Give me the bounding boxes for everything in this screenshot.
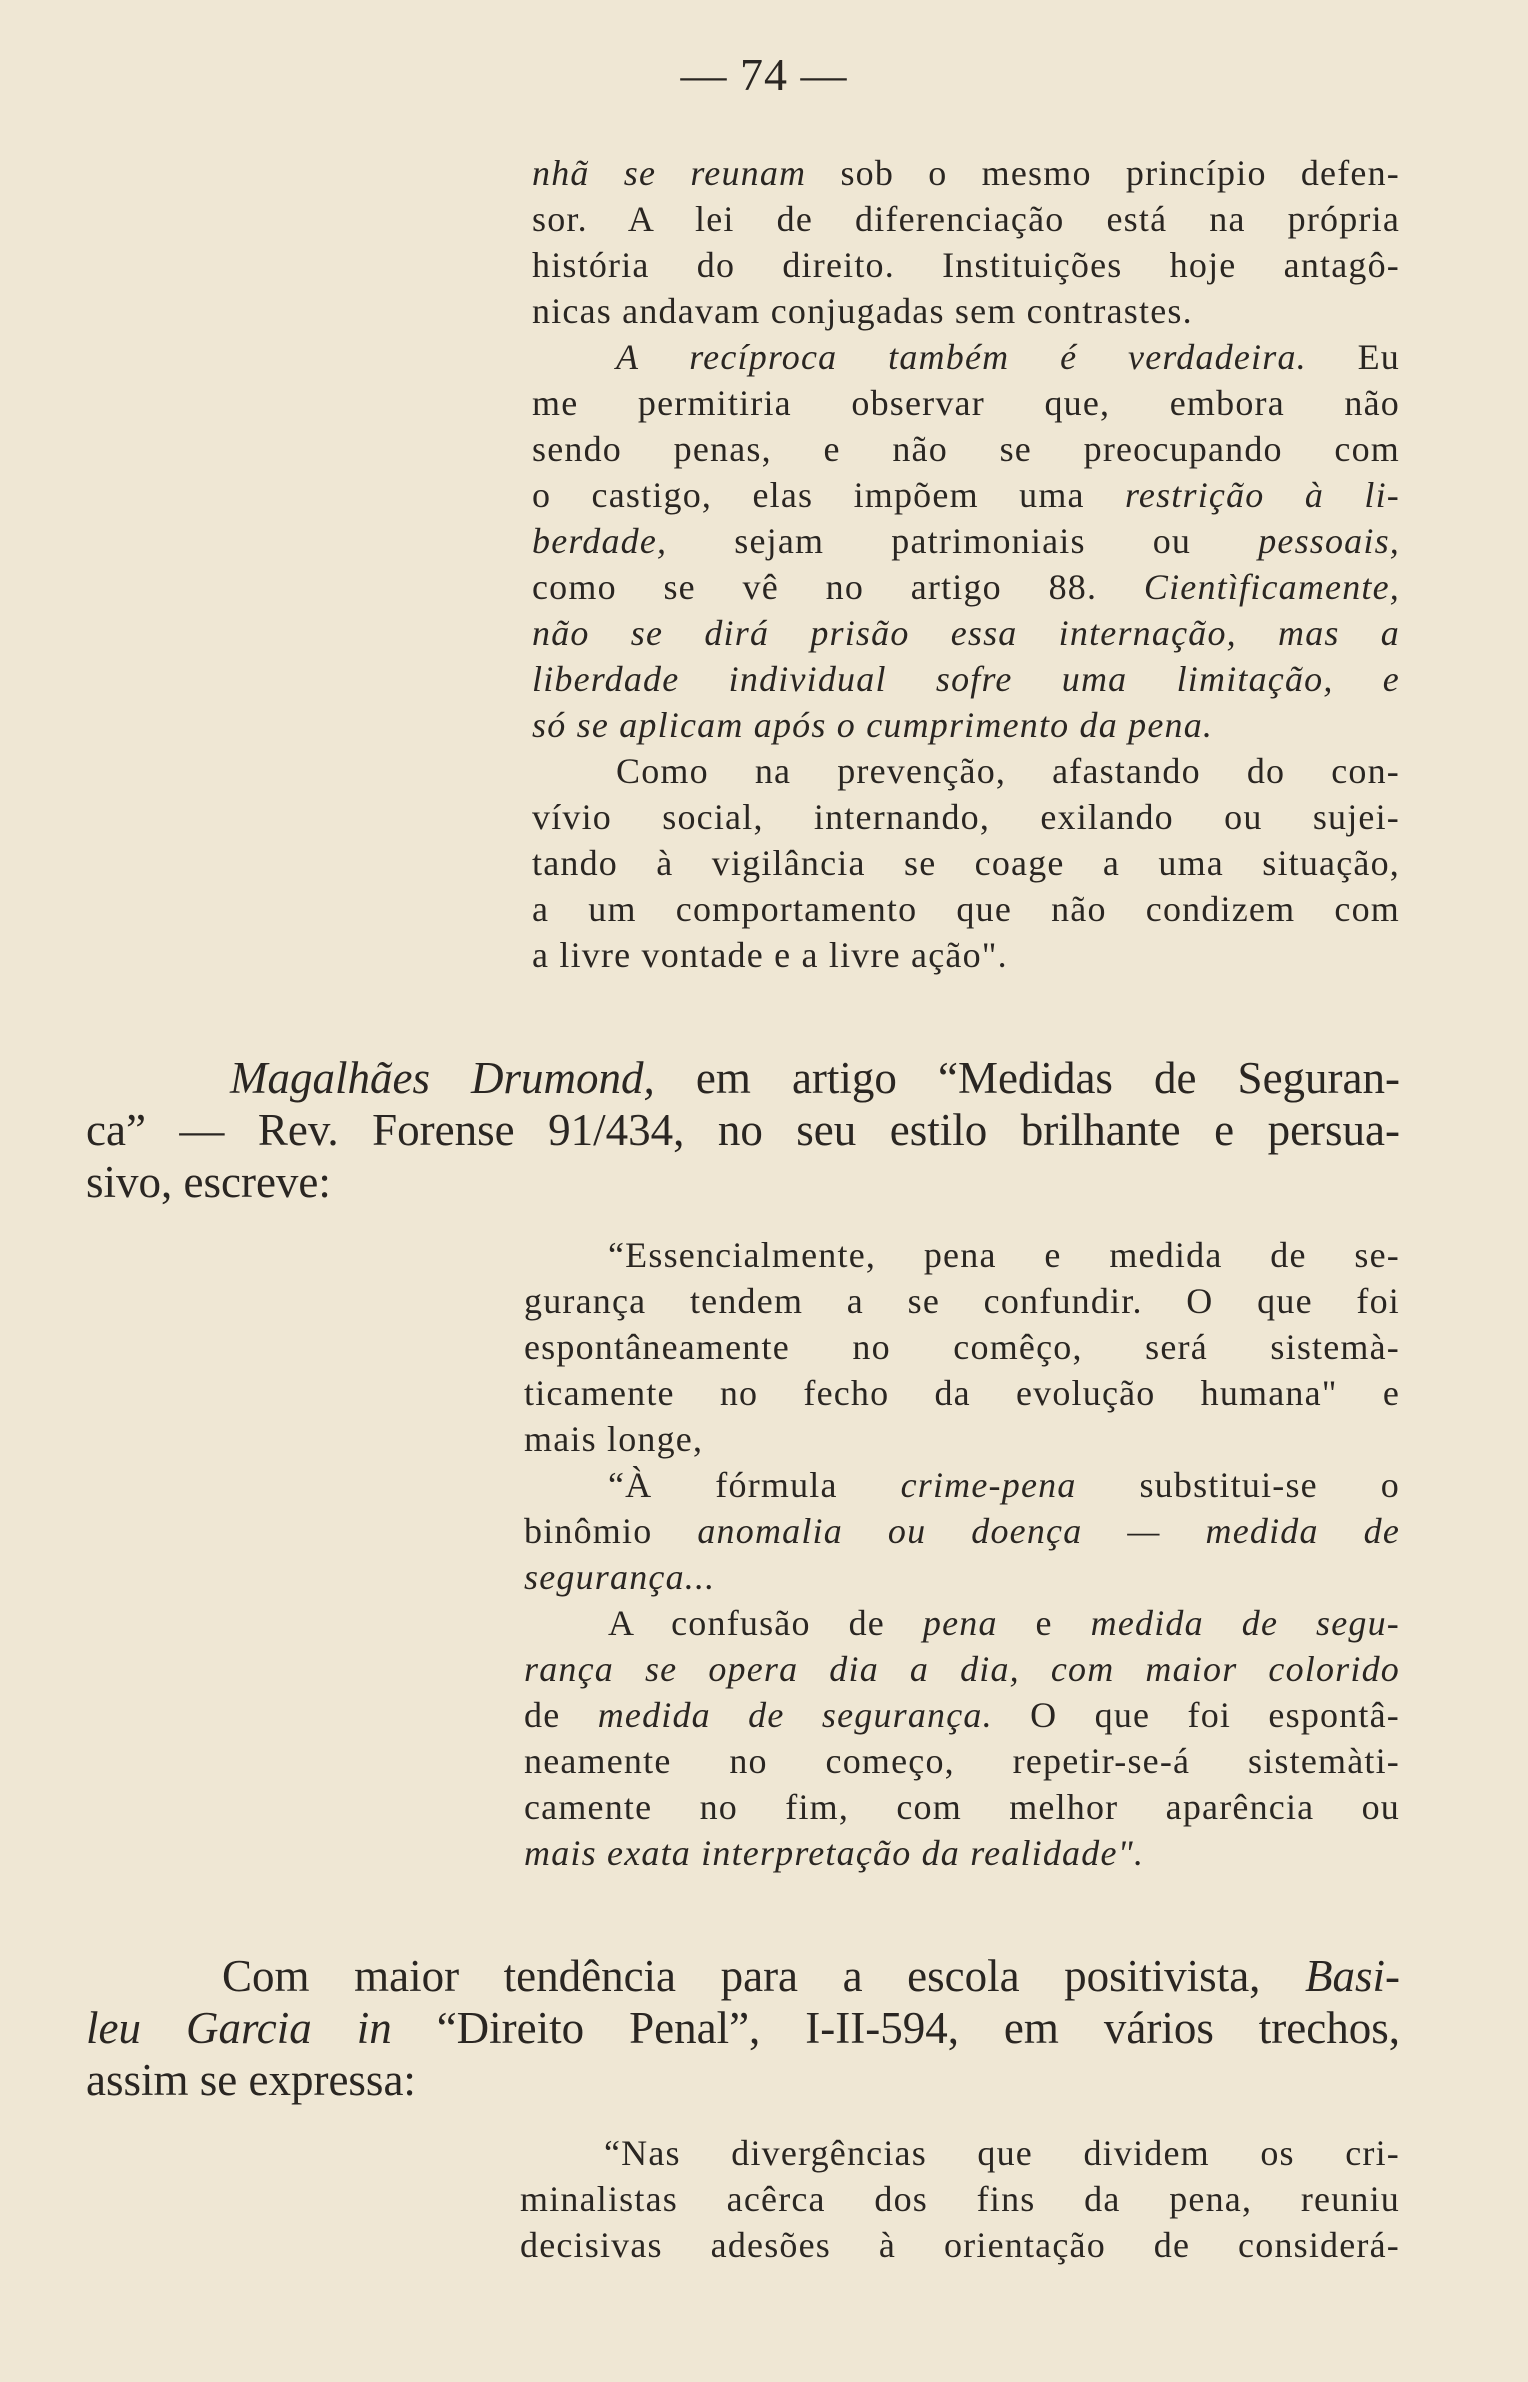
text-span: “À fórmula: [608, 1465, 901, 1505]
text-span: em artigo “Medidas de Seguran-: [654, 1053, 1400, 1103]
quote1-line-3: história do direito. Instituições hoje antagô-: [532, 245, 1400, 285]
text-span: e: [997, 1603, 1091, 1643]
italic-span: anomalia ou doença — medida de: [697, 1511, 1400, 1551]
text-span: A confusão de: [608, 1603, 923, 1643]
body-paragraph-2: [86, 1950, 1400, 2106]
italic-span: crime-pena: [900, 1465, 1077, 1505]
italic-span: Basi-: [1305, 1951, 1400, 2001]
quote-block-2: [524, 1232, 1400, 1876]
para2-line-2: [86, 2002, 1400, 2054]
quote1-line-2: sor. A lei de diferenciação está na própria: [532, 199, 1400, 239]
quote3-line-2: minalistas acêrca dos fins da pena, reuniu: [520, 2179, 1400, 2219]
italic-span: medida de segu-: [1090, 1603, 1401, 1643]
para1-line-1: [86, 1052, 1400, 1104]
quote1-line-4: nicas andavam conjugadas sem contrastes.: [532, 291, 1193, 331]
quote2-line-7: [524, 1508, 1400, 1554]
quote1-line-7: sendo penas, e não se preocupando com: [532, 429, 1400, 469]
text-span: o castigo, elas impõem uma: [532, 475, 1126, 515]
quote3-line-3: decisivas adesões à orientação de considerá-: [520, 2225, 1400, 2265]
quote2-line-10: [524, 1646, 1400, 1692]
quote1-line-9: [532, 518, 1400, 564]
italic-span: nhã se reunam: [532, 153, 807, 193]
quote2-line-8: [524, 1554, 1400, 1600]
quote1-line-11: [532, 610, 1400, 656]
quote2-line-1: “Essencialmente, pena e medida de se-: [608, 1235, 1400, 1275]
italic-span: rança se opera dia a dia, com maior colorido: [524, 1649, 1400, 1689]
quote2-line-4: ticamente no fecho da evolução humana" e: [524, 1373, 1400, 1413]
quote1-line-5: [532, 334, 1400, 380]
quote-block-3: [520, 2130, 1400, 2268]
para2-line-3: assim se expressa:: [86, 2055, 416, 2105]
page-number: — 74 —: [680, 49, 848, 100]
quote-block-1: [532, 150, 1400, 978]
quote2-line-14: [524, 1830, 1400, 1876]
quote2-line-13: camente no fim, com melhor aparência ou: [524, 1787, 1400, 1827]
text-span: de: [524, 1695, 598, 1735]
quote1-line-17: a um comportamento que não condizem com: [532, 889, 1400, 929]
italic-span: segurança...: [524, 1557, 716, 1597]
quote1-line-12: [532, 656, 1400, 702]
quote2-line-3: espontâneamente no comêço, será sistemà-: [524, 1327, 1400, 1367]
text-span: sejam patrimoniais ou: [667, 521, 1259, 561]
quote2-line-12: neamente no começo, repetir-se-á sistemàti-: [524, 1741, 1400, 1781]
quote2-line-6: [524, 1462, 1400, 1508]
italic-span: mais exata interpretação da realidade".: [524, 1833, 1145, 1873]
para2-line-1: [86, 1950, 1400, 2002]
quote1-line-16: tando à vigilância se coage a uma situação,: [532, 843, 1400, 883]
para1-line-3: sivo, escreve:: [86, 1157, 331, 1207]
quote1-line-14: Como na prevenção, afastando do con-: [616, 751, 1400, 791]
text-span: sob o mesmo princípio defen-: [806, 153, 1400, 193]
text-span: “Direito Penal”, I-II-594, em vários trechos,: [391, 2003, 1400, 2053]
italic-span: liberdade individual sofre uma limitação, e: [532, 659, 1400, 699]
quote1-line-13: [532, 702, 1400, 748]
text-span: substitui-se o: [1076, 1465, 1400, 1505]
text-span: O que foi espontâ-: [992, 1695, 1400, 1735]
text-span: binômio: [524, 1511, 698, 1551]
quote2-line-5: mais longe,: [524, 1419, 704, 1459]
quote1-line-1: [532, 150, 1400, 196]
para1-line-2: ca” — Rev. Forense 91/434, no seu estilo brilhante e persua-: [86, 1105, 1400, 1155]
text-span: Com maior tendência para a escola positivista,: [222, 1951, 1305, 2001]
quote2-line-9: [524, 1600, 1400, 1646]
italic-span: berdade,: [532, 521, 668, 561]
italic-span: medida de segurança.: [597, 1695, 993, 1735]
quote1-line-15: vívio social, internando, exilando ou sujei-: [532, 797, 1400, 837]
quote1-line-10: [532, 564, 1400, 610]
quote2-line-11: [524, 1692, 1400, 1738]
italic-span: pessoais,: [1258, 521, 1400, 561]
quote1-line-8: [532, 472, 1400, 518]
italic-span: restrição à li-: [1125, 475, 1400, 515]
body-paragraph-1: [86, 1052, 1400, 1208]
italic-span: leu Garcia in: [86, 2003, 392, 2053]
italic-span: A recíproca também é verdadeira.: [616, 337, 1307, 377]
text-span: Eu: [1306, 337, 1400, 377]
italic-span: Magalhães Drumond,: [230, 1053, 655, 1103]
italic-span: Cientìficamente,: [1143, 567, 1400, 607]
italic-span: não se dirá prisão essa internação, mas a: [532, 613, 1400, 653]
quote1-line-18: a livre vontade e a livre ação".: [532, 935, 1008, 975]
italic-span: só se aplicam após o cumprimento da pena.: [532, 705, 1214, 745]
quote2-line-2: gurança tendem a se confundir. O que foi: [524, 1281, 1400, 1321]
quote3-line-1: “Nas divergências que dividem os cri-: [604, 2133, 1400, 2173]
quote1-line-6: me permitiria observar que, embora não: [532, 383, 1400, 423]
italic-span: pena: [922, 1603, 998, 1643]
text-span: como se vê no artigo 88.: [532, 567, 1144, 607]
